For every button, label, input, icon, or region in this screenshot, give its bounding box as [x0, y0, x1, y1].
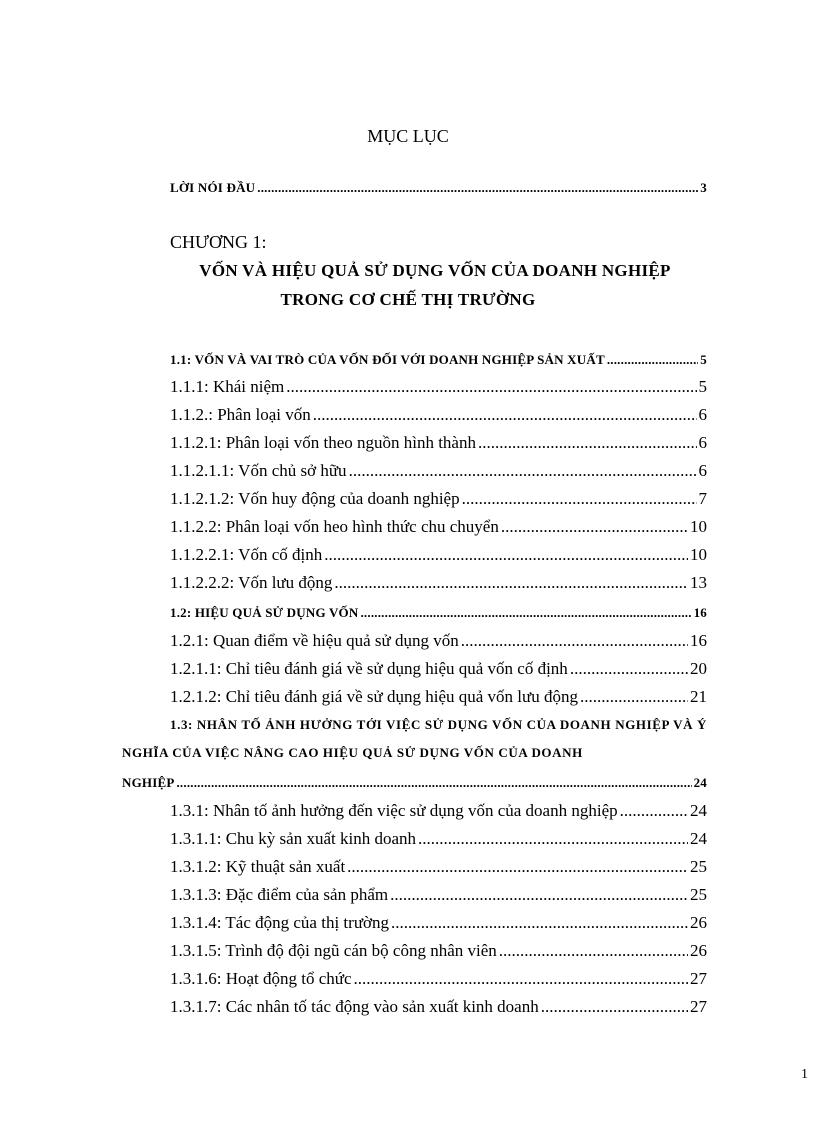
dot-leader — [501, 517, 688, 537]
dot-leader — [541, 997, 688, 1017]
toc-entry[interactable] — [170, 603, 707, 623]
toc-label: 1.1.1: Khái niệm — [170, 377, 285, 396]
dot-leader — [324, 545, 688, 565]
toc-page: 21 — [690, 687, 707, 706]
toc-page: 10 — [690, 517, 707, 536]
toc-label: NGHIỆP — [122, 775, 175, 790]
toc-page: 6 — [698, 405, 707, 424]
toc-entry[interactable] — [170, 969, 707, 989]
toc-entry[interactable] — [170, 997, 707, 1017]
toc-label: LỜI NÓI ĐẦU — [170, 180, 256, 195]
toc-label: 1.1.2.1.1: Vốn chủ sở hữu — [170, 461, 347, 480]
toc-page: 16 — [690, 631, 707, 650]
toc-entry[interactable] — [170, 461, 707, 481]
toc-label: 1.2.1.1: Chỉ tiêu đánh giá về sử dụng hiệu quả vốn cố định — [170, 659, 568, 678]
toc-entry[interactable] — [170, 829, 707, 849]
dot-leader — [461, 631, 688, 651]
toc-label: 1.1.2.2: Phân loại vốn heo hình thức chu chuyển — [170, 517, 499, 536]
toc-entry[interactable] — [170, 350, 707, 370]
dot-leader — [478, 433, 697, 453]
toc-page: 20 — [690, 659, 707, 678]
toc-label: 1.3.1.6: Hoạt động tổ chức — [170, 969, 352, 988]
dot-leader — [257, 178, 698, 198]
dot-leader — [607, 350, 698, 370]
toc-entry[interactable] — [170, 885, 707, 905]
toc-label: 1.2.1.2: Chỉ tiêu đánh giá về sử dụng hiệu quả vốn lưu động — [170, 687, 578, 706]
toc-entry[interactable] — [170, 545, 707, 565]
toc-entry[interactable] — [170, 801, 707, 821]
toc-page: 6 — [698, 433, 707, 452]
chapter-label: CHƯƠNG 1: — [170, 232, 267, 252]
toc-label: 1.3.1.4: Tác động của thị trường — [170, 913, 390, 932]
toc-entry[interactable] — [170, 433, 707, 453]
dot-leader — [354, 969, 688, 989]
toc-label: 1.3.1.2: Kỹ thuật sản xuất — [170, 857, 346, 876]
dot-leader — [499, 941, 688, 961]
toc-page: 24 — [693, 775, 707, 790]
toc-entry[interactable] — [170, 913, 707, 933]
toc-page: 5 — [698, 377, 707, 396]
toc-entry[interactable] — [170, 517, 707, 537]
toc-label: 1.1.2.1: Phân loại vốn theo nguồn hình thành — [170, 433, 476, 452]
toc-page: 27 — [690, 969, 707, 988]
toc-page: 6 — [698, 461, 707, 480]
toc-entry[interactable] — [170, 631, 707, 651]
page-number: 1 — [801, 1067, 808, 1082]
chapter-title-line2: TRONG CƠ CHẾ THỊ TRƯỜNG — [280, 290, 536, 309]
toc-page: 24 — [690, 829, 707, 848]
dot-leader — [418, 829, 688, 849]
dot-leader — [570, 659, 688, 679]
toc-label: 1.1.2.: Phân loại vốn — [170, 405, 311, 424]
toc-page: 25 — [690, 857, 707, 876]
toc-entry[interactable] — [170, 687, 707, 707]
toc-entry[interactable] — [170, 573, 707, 593]
toc-page: 10 — [690, 545, 707, 564]
dot-leader — [360, 603, 691, 623]
toc-page: 26 — [690, 941, 707, 960]
toc-label: 1.1: VỐN VÀ VAI TRÒ CỦA VỐN ĐỐI VỚI DOANH NGHIỆP SẢN XUẤT — [170, 352, 605, 367]
dot-leader — [313, 405, 697, 425]
toc-label: 1.3.1.1: Chu kỳ sản xuất kinh doanh — [170, 829, 417, 848]
toc-page: 24 — [690, 801, 707, 820]
toc-entry[interactable] — [170, 377, 707, 397]
toc-page: 26 — [690, 913, 707, 932]
toc-label: 1.3.1.7: Các nhân tố tác động vào sản xuất kinh doanh — [170, 997, 539, 1016]
toc-entry-preface[interactable] — [170, 178, 707, 198]
toc-label: 1.3.1: Nhân tố ảnh hưởng đến việc sử dụng vốn của doanh nghiệp — [170, 801, 618, 820]
toc-page: 16 — [693, 605, 707, 620]
dot-leader — [347, 857, 688, 877]
dot-leader — [286, 377, 696, 397]
toc-label: 1.2.1: Quan điểm về hiệu quả sử dụng vốn — [170, 631, 459, 650]
toc-page: 7 — [698, 489, 707, 508]
toc-entry[interactable] — [170, 941, 707, 961]
toc-page: 13 — [690, 573, 707, 592]
toc-section-1-3-last[interactable] — [122, 773, 707, 793]
toc-entry[interactable] — [170, 659, 707, 679]
toc-label: 1.1.2.1.2: Vốn huy động của doanh nghiệp — [170, 489, 460, 508]
dot-leader — [580, 687, 688, 707]
dot-leader — [462, 489, 697, 509]
toc-section-1-3[interactable]: 1.3: NHÂN TỐ ẢNH HƯỞNG TỚI VIỆC SỬ DỤNG VỐN CỦA DOANH NGHIỆP VÀ Ý NGHĨA CỦA VIỆC NÂNG CAO HIỆU QUẢ SỬ DỤNG VỐN CỦA DOANH — [122, 717, 707, 760]
toc-page: 27 — [690, 997, 707, 1016]
chapter-title-line1: VỐN VÀ HIỆU QUẢ SỬ DỤNG VỐN CỦA DOANH NGHIỆP — [199, 261, 671, 280]
toc-label: 1.3.1.5: Trình độ đội ngũ cán bộ công nhân viên — [170, 941, 497, 960]
page-title: MỤC LỤC — [367, 126, 449, 146]
toc-entry[interactable] — [170, 489, 707, 509]
dot-leader — [349, 461, 697, 481]
toc-label: 1.3.1.3: Đặc điểm của sản phẩm — [170, 885, 389, 904]
toc-label: 1.2: HIỆU QUẢ SỬ DỤNG VỐN — [170, 605, 359, 620]
toc-entry[interactable] — [170, 405, 707, 425]
toc-label: 1.1.2.2.2: Vốn lưu động — [170, 573, 333, 592]
toc-label: 1.1.2.2.1: Vốn cố định — [170, 545, 323, 564]
toc-page: 5 — [700, 352, 707, 367]
dot-leader — [176, 773, 691, 793]
dot-leader — [391, 913, 688, 933]
toc-entry[interactable] — [170, 857, 707, 877]
dot-leader — [390, 885, 688, 905]
toc-page: 3 — [700, 180, 707, 195]
dot-leader — [620, 801, 688, 821]
toc-page: 25 — [690, 885, 707, 904]
dot-leader — [334, 573, 688, 593]
